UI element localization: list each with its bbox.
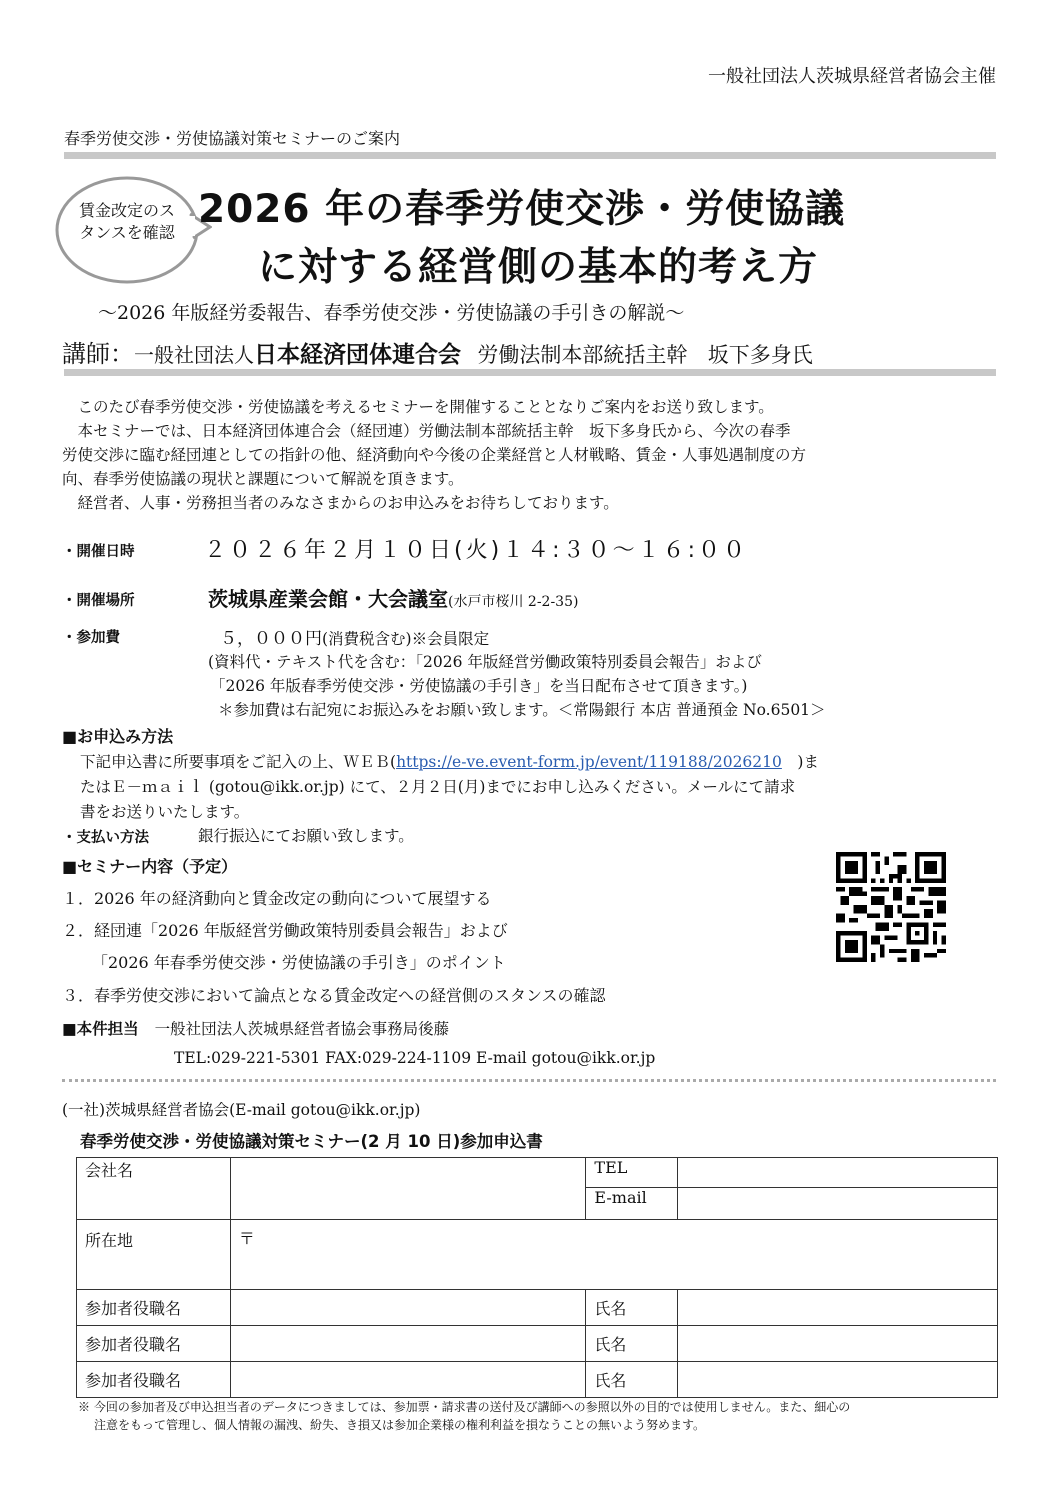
email-label: E-mail [586, 1188, 678, 1220]
address-input[interactable] [230, 1220, 997, 1290]
privacy-note-2: 注意をもって管理し、個人情報の漏洩、紛失、き損又は参加企業様の権利利益を損なうことの無いよう努めます。 [94, 1418, 706, 1432]
series-title: 春季労使交渉・労使協議対策セミナーのご案内 [64, 129, 401, 148]
intro-line: このたび春季労使交渉・労使協議を考えるセミナーを開催することとなりご案内をお送り致します。 [62, 398, 774, 416]
venue-label: ・開催場所 [62, 593, 135, 609]
apply-text-b: )ま [781, 753, 819, 771]
cut-line [62, 1079, 996, 1082]
postal-mark: 〒 [238, 1229, 255, 1248]
fee-line [220, 624, 489, 649]
speech-bubble [52, 172, 212, 292]
participant-title-input[interactable] [230, 1362, 586, 1398]
content-item-2b: 「2026 年春季労使交渉・労使協議の手引き」のポイント [92, 953, 506, 972]
header-divider [64, 369, 996, 376]
tel-label: TEL [586, 1158, 678, 1188]
contact-line [62, 1017, 449, 1039]
privacy-note-1: ※ 今回の参加者及び申込担当者のデータにつきましては、参加票・請求書の送付及び講師への参照以外の目的では使用しません。また、細心の [78, 1400, 851, 1414]
lecturer-label: 講師： [62, 340, 134, 368]
apply-line-2: たはＥ－ｍａｉｌ (gotou@ikk.or.jp) にて、２月２日(月)までにお申し込みください。メールにて請求 [80, 778, 796, 796]
company-input[interactable] [230, 1158, 586, 1220]
form-recipient: (一社)茨城県経営者協会(E-mail gotou@ikk.or.jp) [62, 1101, 421, 1119]
contact-label: ■本件担当 [62, 1020, 139, 1038]
apply-heading: ■お申込み方法 [62, 727, 174, 746]
participant-title-label: 参加者役職名 [77, 1326, 231, 1362]
address-label: 所在地 [77, 1220, 231, 1290]
participant-title-label: 参加者役職名 [77, 1290, 231, 1326]
apply-line-1 [80, 750, 819, 772]
date-value: ２０２６年２月１０日(火)１４:３０～１６:００ [204, 538, 748, 563]
company-label: 会社名 [77, 1158, 231, 1220]
lecturer-org: 日本経済団体連合会 [254, 342, 461, 368]
top-divider [64, 152, 996, 159]
qr-code[interactable] [836, 852, 946, 962]
contact-phone: TEL:029-221-5301 FAX:029-224-1109 E-mail gotou@ikk.or.jp [174, 1049, 656, 1067]
participant-name-input[interactable] [678, 1290, 998, 1326]
main-title-line2: に対する経営側の基本的考え方 [258, 245, 819, 290]
fee-value: ５，０００円 [220, 629, 322, 649]
apply-text-a: 下記申込書に所要事項をご記入の上、ＷＥＢ( [80, 753, 397, 771]
participant-title-label: 参加者役職名 [77, 1362, 231, 1398]
fee-note-2: 「2026 年版春季労使交渉・労使協議の手引き」を当日配布させて頂きます。) [210, 677, 748, 695]
venue-line [208, 583, 578, 612]
participant-name-input[interactable] [678, 1362, 998, 1398]
lecturer-position: 労働法制本部統括主幹 [477, 343, 688, 367]
participant-title-input[interactable] [230, 1326, 586, 1362]
lecturer-line [62, 334, 813, 369]
lecturer-name: 坂下多身氏 [707, 343, 813, 367]
content-item-3: ３．春季労使交渉において論点となる賃金改定への経営側のスタンスの確認 [62, 986, 606, 1005]
lecturer-org-prefix: 一般社団法人 [134, 343, 254, 367]
content-item-2a: ２．経団連「2026 年版経営労働政策特別委員会報告」および [62, 921, 508, 940]
fee-note-3: ＊参加費は右記宛にお振込みをお願い致します。＜常陽銀行 本店 普通預金 No.6501＞ [218, 701, 826, 719]
fee-tax: (消費税含む)※会員限定 [322, 630, 490, 648]
intro-line: 本セミナーでは、日本経済団体連合会（経団連）労働法制本部統括主幹 坂下多身氏から、今次の春季 [62, 422, 791, 440]
content-heading: ■セミナー内容（予定） [62, 857, 238, 876]
email-input[interactable] [678, 1188, 998, 1220]
tel-input[interactable] [678, 1158, 998, 1188]
content-item-1: １．2026 年の経済動向と賃金改定の動向について展望する [62, 889, 492, 908]
intro-line: 労使交渉に臨む経団連としての指針の他、経済動向や今後の企業経営と人材戦略、賃金・人事処遇制度の方 [62, 446, 807, 464]
participant-name-input[interactable] [678, 1326, 998, 1362]
bubble-text: 賃金改定のスタンスを確認 [78, 201, 175, 242]
fee-label: ・参加費 [62, 630, 120, 646]
organizer: 一般社団法人茨城県経営者協会主催 [708, 66, 996, 87]
subtitle: ～2026 年版経労委報告、春季労使交渉・労使協議の手引きの解説～ [98, 302, 685, 324]
participant-title-input[interactable] [230, 1290, 586, 1326]
date-label: ・開催日時 [62, 544, 135, 560]
apply-line-3: 書をお送りいたします。 [80, 803, 250, 821]
intro-line: 経営者、人事・労務担当者のみなさまからのお申込みをお待ちしております。 [62, 494, 619, 512]
contact-office: 一般社団法人茨城県経営者協会事務局後藤 [154, 1020, 450, 1038]
payment-value: 銀行振込にてお願い致します。 [198, 827, 414, 845]
venue-value: 茨城県産業会館・大会議室 [208, 587, 448, 611]
participant-name-label: 氏名 [586, 1290, 678, 1326]
event-form-link[interactable]: https://e-ve.event-form.jp/event/119188/2026210 [396, 753, 782, 771]
venue-address: (水戸市桜川 2-2-35) [448, 594, 579, 610]
form-title: 春季労使交渉・労使協議対策セミナー(2 月 10 日)参加申込書 [80, 1132, 543, 1151]
intro-line: 向、春季労使協議の現状と課題について解説を頂きます。 [62, 470, 464, 488]
participant-name-label: 氏名 [586, 1326, 678, 1362]
fee-note-1: (資料代・テキスト代を含む：「2026 年版経営労働政策特別委員会報告」および [208, 653, 762, 671]
payment-label: ・支払い方法 [62, 830, 149, 846]
application-form [76, 1157, 998, 1398]
main-title-line1: 2026 年の春季労使交渉・労使協議 [198, 187, 846, 232]
participant-name-label: 氏名 [586, 1362, 678, 1398]
